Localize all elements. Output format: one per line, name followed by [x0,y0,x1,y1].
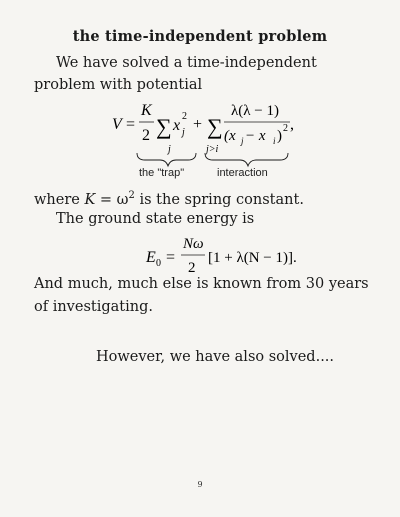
however-line: However, we have also solved.... [96,349,335,365]
eq1-den-close: ) [277,128,282,144]
eq1-den-minus: − x [245,128,266,144]
eq1-x-sup: 2 [182,111,187,122]
eq1-den-sup: 2 [283,123,288,134]
eq1-den-i: i [273,136,276,146]
eq2-E: E [146,249,156,266]
eq1-two: 2 [142,127,150,144]
eq1-K: K [141,102,152,119]
eq1-sum-1: ∑ [156,114,172,139]
ground-state-line: The ground state energy is [56,211,255,227]
intro-line-2: problem with potential [34,77,203,93]
eq1-x: x [173,117,181,134]
eq2-equals: = [166,249,176,266]
eq1-numerator: λ(λ − 1) [231,103,279,119]
eq2-bracket: [1 + λ(N − 1)]. [208,250,297,266]
caption-trap: the "trap" [139,167,185,179]
page-number: 9 [197,480,203,489]
eq1-equals: = [126,116,136,133]
eq2-sub0: 0 [156,258,161,269]
eq1-den-j: j [241,136,244,146]
eq2-denominator: 2 [188,260,196,276]
known-line-1: And much, much else is known from 30 years [34,276,369,292]
spring-constant-line: where $K = \omega^2$ is the spring constant. [34,190,304,208]
page-title: the time-independent problem [72,28,328,45]
eq1-plus: + [193,116,203,133]
eq1-x-sub: j [182,127,185,138]
eq1-sum-2: ∑ [207,114,223,139]
known-line-2: of investigating. [34,299,153,315]
eq1-lhs: V [112,116,122,133]
eq2-numerator: Nω [183,236,204,252]
caption-interaction: interaction [217,167,268,179]
eq1-comma: , [290,116,294,133]
eq1-den-open: (x [224,128,236,144]
intro-line-1: We have solved a time-independent [56,55,317,71]
eq1-sum1-sub: j [168,144,171,155]
eq1-sum2-sub: j>i [206,144,219,155]
